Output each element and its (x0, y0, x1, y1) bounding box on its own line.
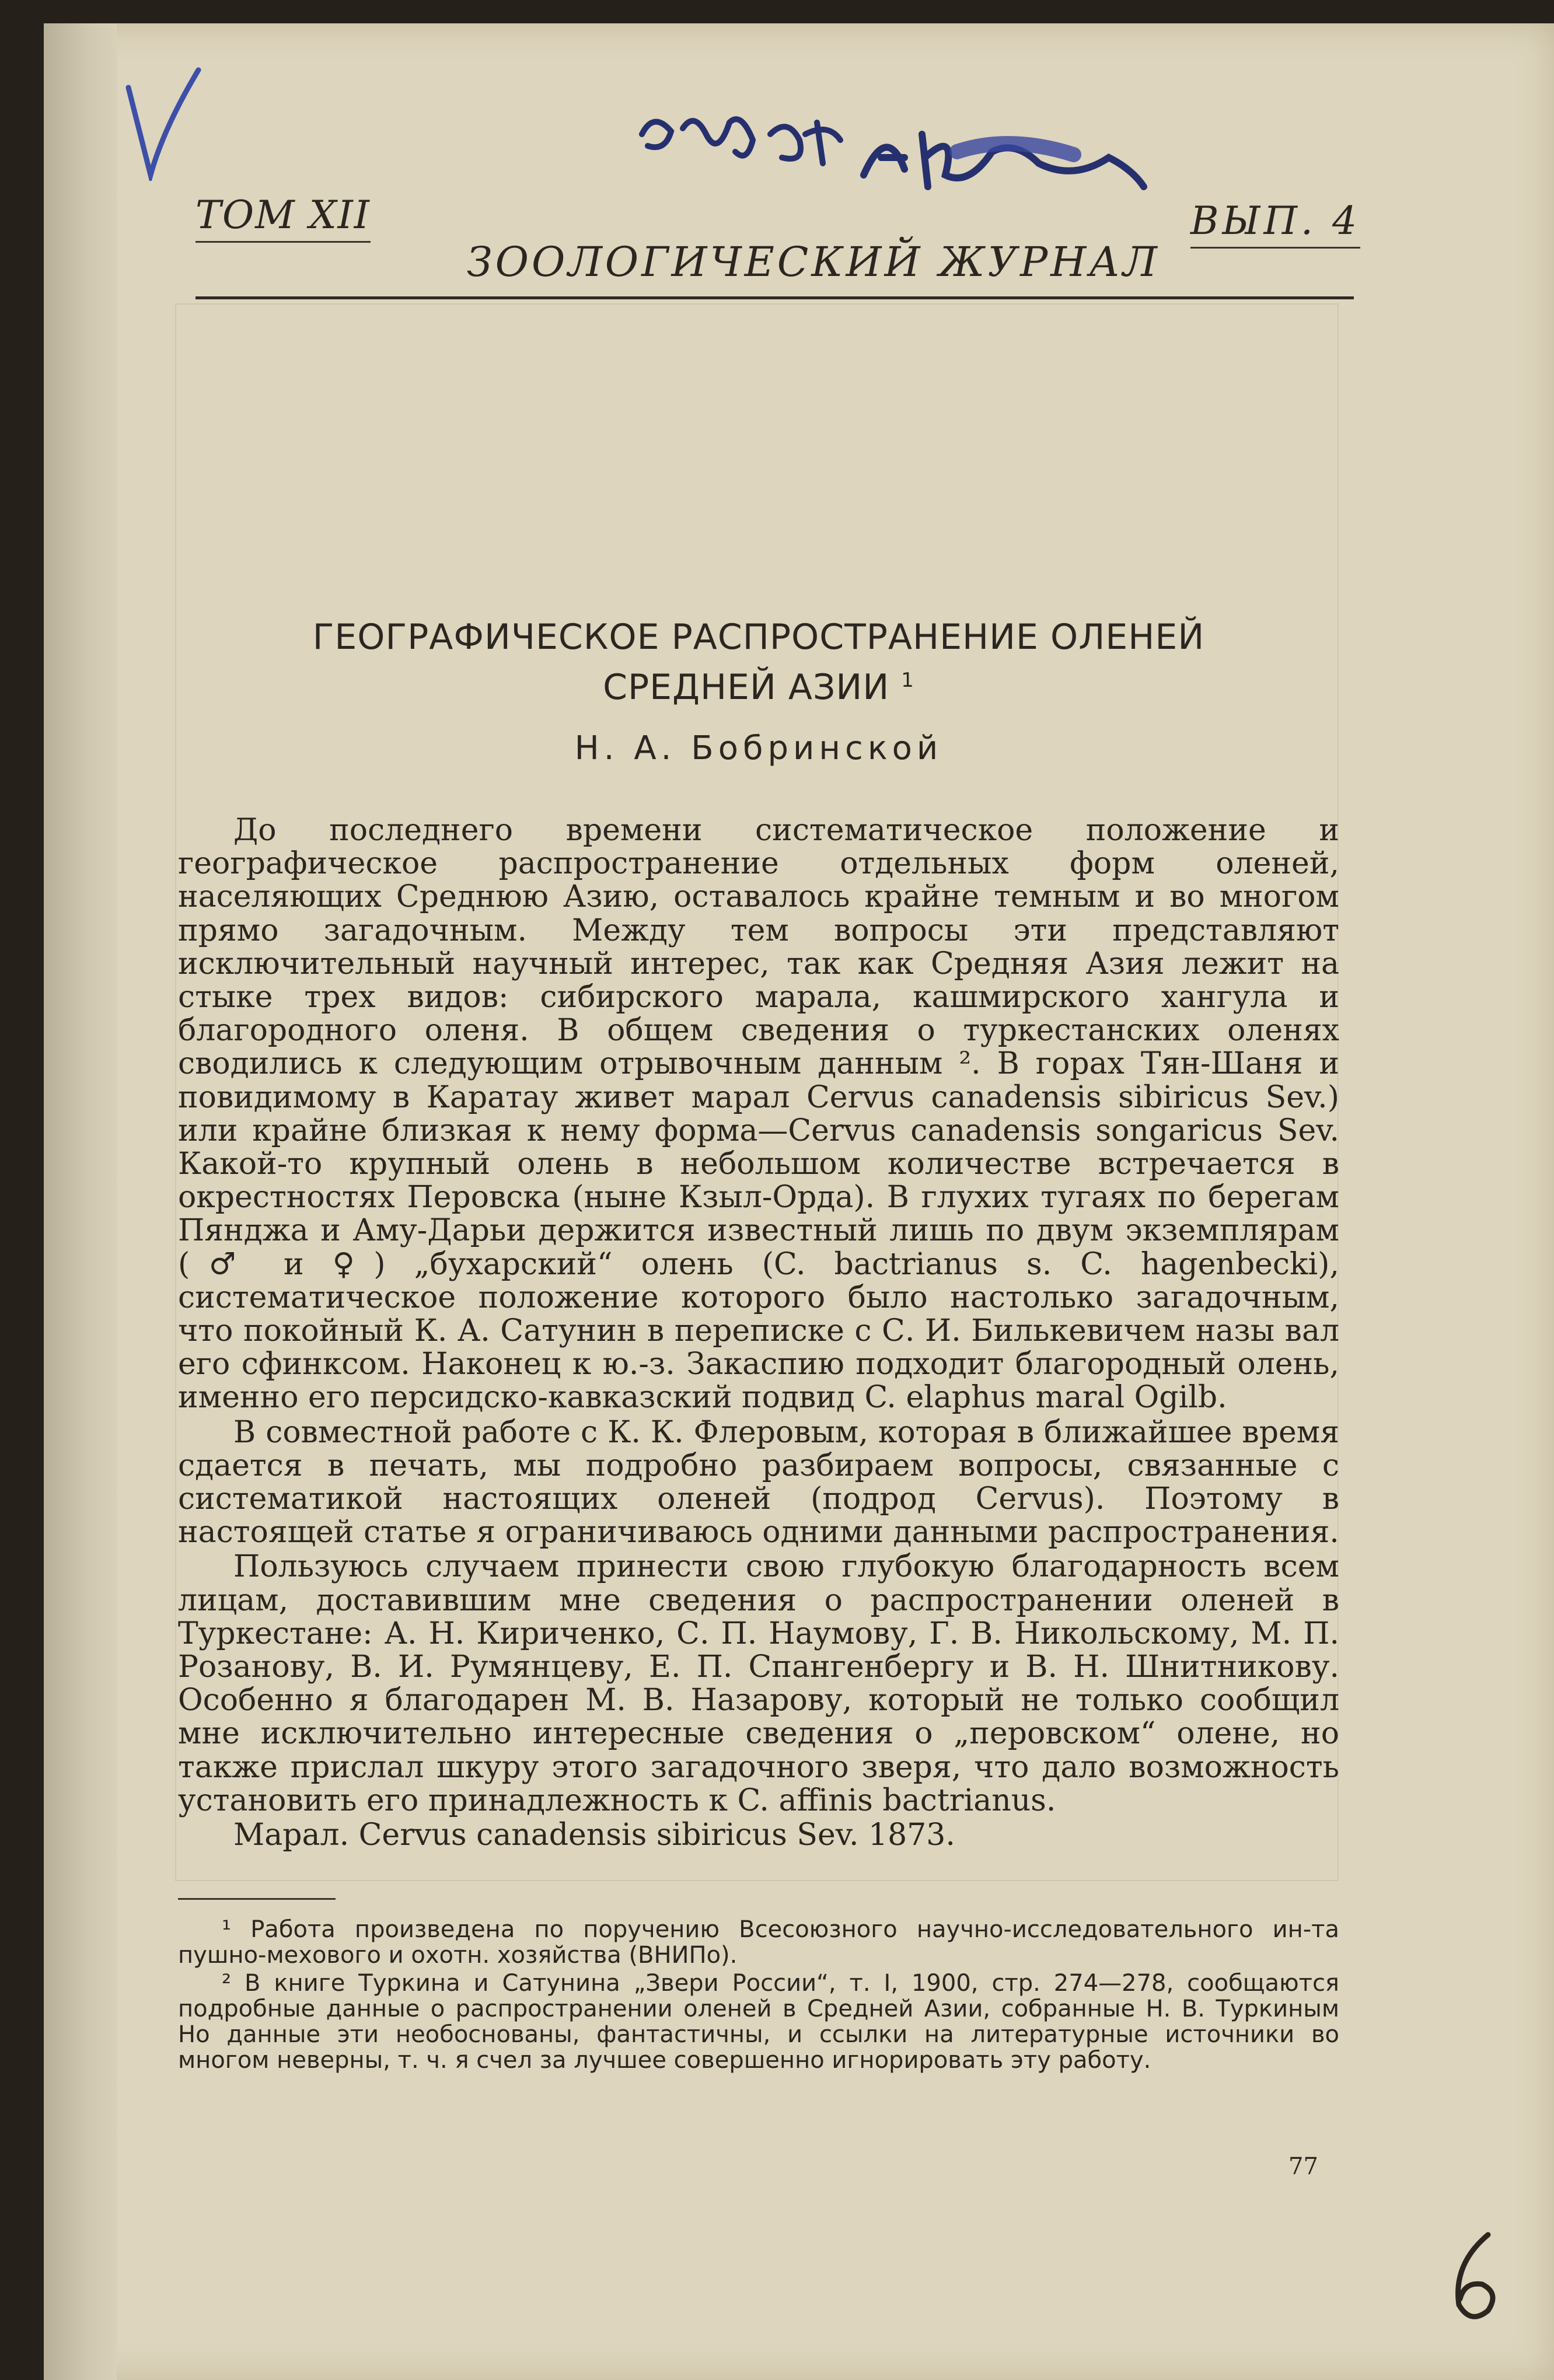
handwritten-signature (630, 99, 1155, 216)
article-author: Н. А. Бобринской (574, 729, 943, 767)
header-rule (195, 296, 1354, 299)
check-mark-icon (123, 64, 204, 181)
footnote-1: ¹ Работа произведена по поручению Всесоюзного научно-исследовательного ин-та пушно-мехового и охотн. хозяйства (ВНИПо). (178, 1916, 1339, 1969)
volume-number: ТОМ XII (195, 193, 371, 243)
article-body (178, 814, 1339, 1852)
binding-edge (44, 23, 117, 2380)
body-paragraph-1: До последнего времени систематическое положение и географическое распространение отдельных форм оленей, населяющих Среднюю Азию, оставалось крайне темным и во многом прямо загадочным. Между тем вопросы эти представляют исключительный научный интерес, так как Средняя Азия лежит на стыке трех видов: сибирского марала, кашмирского хангула и благородного оленя. В общем сведения о туркестанских оленях сводились к следующим отрывочным данным ². В горах Тян-Шаня и повидимому в Каратау живет марал Cervus canadensis sibiricus Sev.) или крайне близкая к нему форма—Cervus canadensis songaricus Sev. Какой-то крупный олень в небольшом количестве встречается в окрестностях Перовска (ныне Кзыл-Орда). В глухих тугаях по берегам Пянджа и Аму-Дарьи держится известный лишь по двум экземплярам (♂ и ♀) „бухарский“ олень (C. bactrianus s. C. hagenbecki), систематическое положение которого было настолько загадочным, что покойный К. А. Сатунин в переписке с С. И. Билькевичем назы вал его сфинксом. Наконец к ю.-з. Закаспию подходит благородный олень, именно его персидско-кавказский подвид C. elaphus maral Ogilb. (178, 813, 1339, 1416)
page-number: 77 (1288, 2153, 1318, 2180)
issue-number: ВЫП. 4 (1190, 198, 1360, 249)
journal-title: ЗООЛОГИЧЕСКИЙ ЖУРНАЛ (467, 238, 1160, 286)
body-paragraph-3: Пользуюсь случаем принести свою глубокую благодарность всем лицам, доставившим мне сведения о распространении оленей в Туркестане: А. Н. Кириченко, С. П. Наумову, Г. В. Никольскому, М. П. Розанову, В. И. Румянцеву, Е. П. Спангенбергу и В. Н. Шнитникову. Особенно я благодарен М. В. Назарову, который не только сообщил мне исключительно интересные сведения о „перовском“ олене, но также прислал шкуру этого загадочного зверя, что дало возможность установить его принадлежность к C. affinis bactrianus. (178, 1549, 1339, 1818)
footnote-marker: 1 (901, 669, 914, 692)
article-title-line1: ГЕОГРАФИЧЕСКОЕ РАСПРОСТРАНЕНИЕ ОЛЕНЕЙ (312, 617, 1205, 658)
body-paragraph-4: Марал. Cervus canadensis sibiricus Sev. 1873. (233, 1818, 955, 1853)
handwritten-digit (1441, 2229, 1511, 2328)
footnotes (178, 1917, 1339, 2073)
article-title-line2: СРЕДНЕЙ АЗИИ $^1$ (603, 667, 914, 708)
body-paragraph-2: В совместной работе с К. К. Флеровым, которая в ближайшее время сдается в печать, мы подробно разбираем вопросы, связанные с систематикой настоящих оленей (подрод Cervus). Поэтому в настоящей статье я ограничиваюсь одними данными распространения. (178, 1414, 1339, 1550)
article-title (274, 616, 1243, 709)
footnote-rule (178, 1898, 336, 1900)
footnote-2: ² В книге Туркина и Сатунина „Звери России“, т. I, 1900, стр. 274—278, сообщаются подробные данные о распространении оленей в Средней Азии, собранные Н. В. Туркиным Но данные эти необоснованы, фантастичны, и ссылки на литературные источники во многом неверны, т. ч. я счел за лучшее совершенно игнорировать эту работу. (178, 1970, 1339, 2074)
